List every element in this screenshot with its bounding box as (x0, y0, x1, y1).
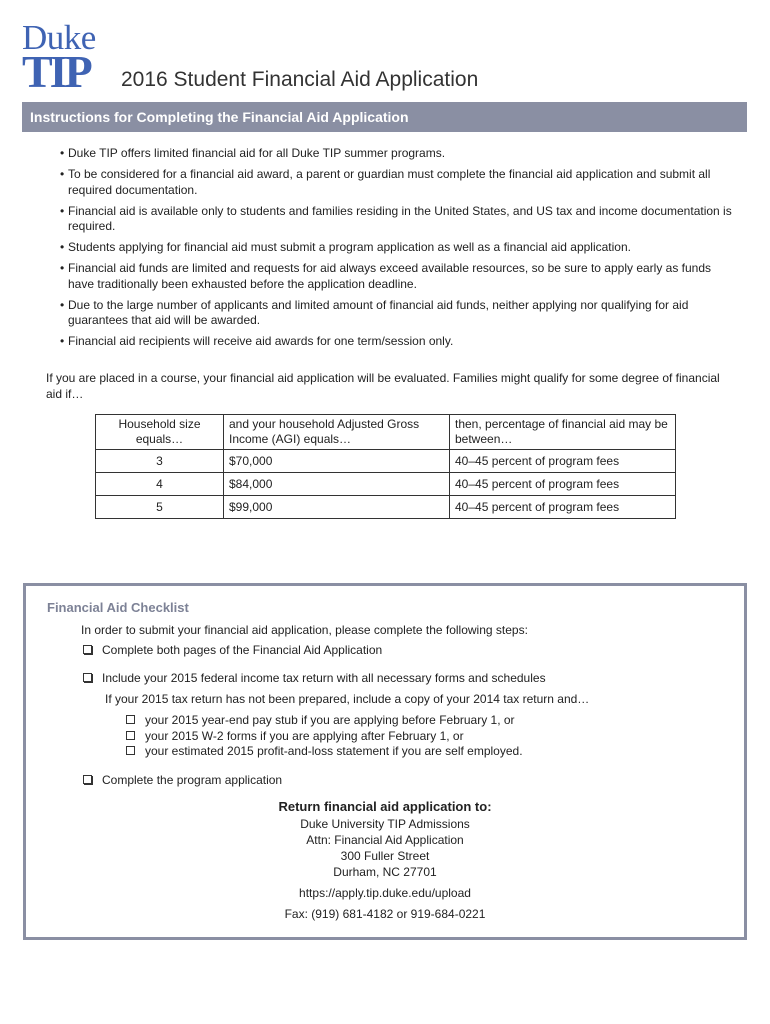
table-cell: 40–45 percent of program fees (450, 473, 676, 496)
checkbox-icon[interactable] (83, 673, 92, 682)
logo-tip-text: TIP (22, 46, 90, 97)
instruction-item: • Due to the large number of applicants and limited amount of financial aid funds, neither applying nor qualifying for aid guarantees that aid will be awarded. (60, 298, 740, 329)
return-address-line: Attn: Financial Aid Application (306, 833, 464, 847)
eligibility-table (95, 414, 676, 519)
table-cell: $84,000 (224, 473, 450, 496)
checkbox-icon[interactable] (83, 775, 92, 784)
table-cell: 40–45 percent of program fees (450, 450, 676, 473)
tax-alternative-item[interactable] (126, 744, 523, 760)
table-header-percentage: then, percentage of financial aid may be between… (450, 415, 676, 450)
return-address-line: Duke University TIP Admissions (300, 817, 470, 831)
table-row (96, 473, 676, 496)
instructions-list (60, 146, 740, 355)
fax-numbers: Fax: (919) 681-4182 or 919-684-0221 (284, 907, 486, 921)
instructions-header: Instructions for Completing the Financial Aid Application (30, 109, 409, 125)
checklist-step[interactable] (83, 773, 282, 787)
logo-duke-text: Duke (22, 18, 96, 57)
return-heading: Return financial aid application to: (278, 799, 492, 814)
tax-alternative-label: your estimated 2015 profit-and-loss statement if you are self employed. (145, 744, 523, 758)
instruction-item: • Financial aid is available only to students and families residing in the United States, and US tax and income documentation is required. (60, 204, 740, 235)
upload-link[interactable]: https://apply.tip.duke.edu/upload (299, 886, 471, 900)
duke-tip-logo (22, 18, 112, 97)
checklist-step-label: Include your 2015 federal income tax return with all necessary forms and schedules (102, 671, 546, 685)
table-row (96, 450, 676, 473)
financial-aid-checklist (23, 583, 747, 940)
table-header-agi: and your household Adjusted Gross Income (AGI) equals… (224, 415, 450, 450)
tax-alternative-label: your 2015 W-2 forms if you are applying after February 1, or (145, 728, 464, 743)
page-title: 2016 Student Financial Aid Application (121, 68, 479, 91)
instruction-item: • Duke TIP offers limited financial aid for all Duke TIP summer programs. (60, 146, 740, 162)
checklist-step[interactable] (83, 643, 382, 657)
table-row (96, 496, 676, 519)
table-cell: $70,000 (224, 450, 450, 473)
return-address-line: Durham, NC 27701 (333, 865, 437, 879)
checkbox-icon[interactable] (83, 645, 92, 654)
instruction-item: • Financial aid recipients will receive aid awards for one term/session only. (60, 334, 740, 350)
instructions-header-bar (22, 102, 747, 132)
tax-alternative-item[interactable] (126, 729, 523, 745)
eligibility-intro: If you are placed in a course, your financial aid application will be evaluated. Families might qualify for some degree of financial aid if… (46, 371, 720, 401)
table-cell: 5 (96, 496, 224, 519)
checkbox-icon[interactable] (126, 731, 135, 740)
tax-return-note: If your 2015 tax return has not been prepared, include a copy of your 2014 tax return and… (105, 692, 590, 706)
checklist-step-label: Complete the program application (102, 773, 283, 787)
checklist-step-label: Complete both pages of the Financial Aid Application (102, 643, 383, 657)
checklist-title: Financial Aid Checklist (47, 600, 189, 615)
table-cell: 4 (96, 473, 224, 496)
table-cell: 3 (96, 450, 224, 473)
tax-alternative-label: your 2015 year-end pay stub if you are applying before February 1, or (145, 713, 515, 727)
return-address-line: 300 Fuller Street (340, 849, 430, 863)
tax-alternative-item[interactable] (126, 713, 523, 729)
instruction-item: • To be considered for a financial aid award, a parent or guardian must complete the financial aid application and submit all required documentation. (60, 167, 740, 198)
instruction-item: • Financial aid funds are limited and requests for aid always exceed available resources, so be sure to apply early as funds have traditionally been exhausted before the application deadline. (60, 261, 740, 292)
table-cell: 40–45 percent of program fees (450, 496, 676, 519)
checkbox-icon[interactable] (126, 715, 135, 724)
checklist-intro: In order to submit your financial aid application, please complete the following steps: (81, 623, 528, 637)
table-header-household: Household size equals… (96, 415, 224, 450)
checkbox-icon[interactable] (126, 746, 135, 755)
tax-alternatives-list (126, 713, 523, 760)
instruction-item: • Students applying for financial aid must submit a program application as well as a financial aid application. (60, 240, 740, 256)
table-cell: $99,000 (224, 496, 450, 519)
table-header-row (96, 415, 676, 450)
checklist-step[interactable] (83, 671, 546, 685)
